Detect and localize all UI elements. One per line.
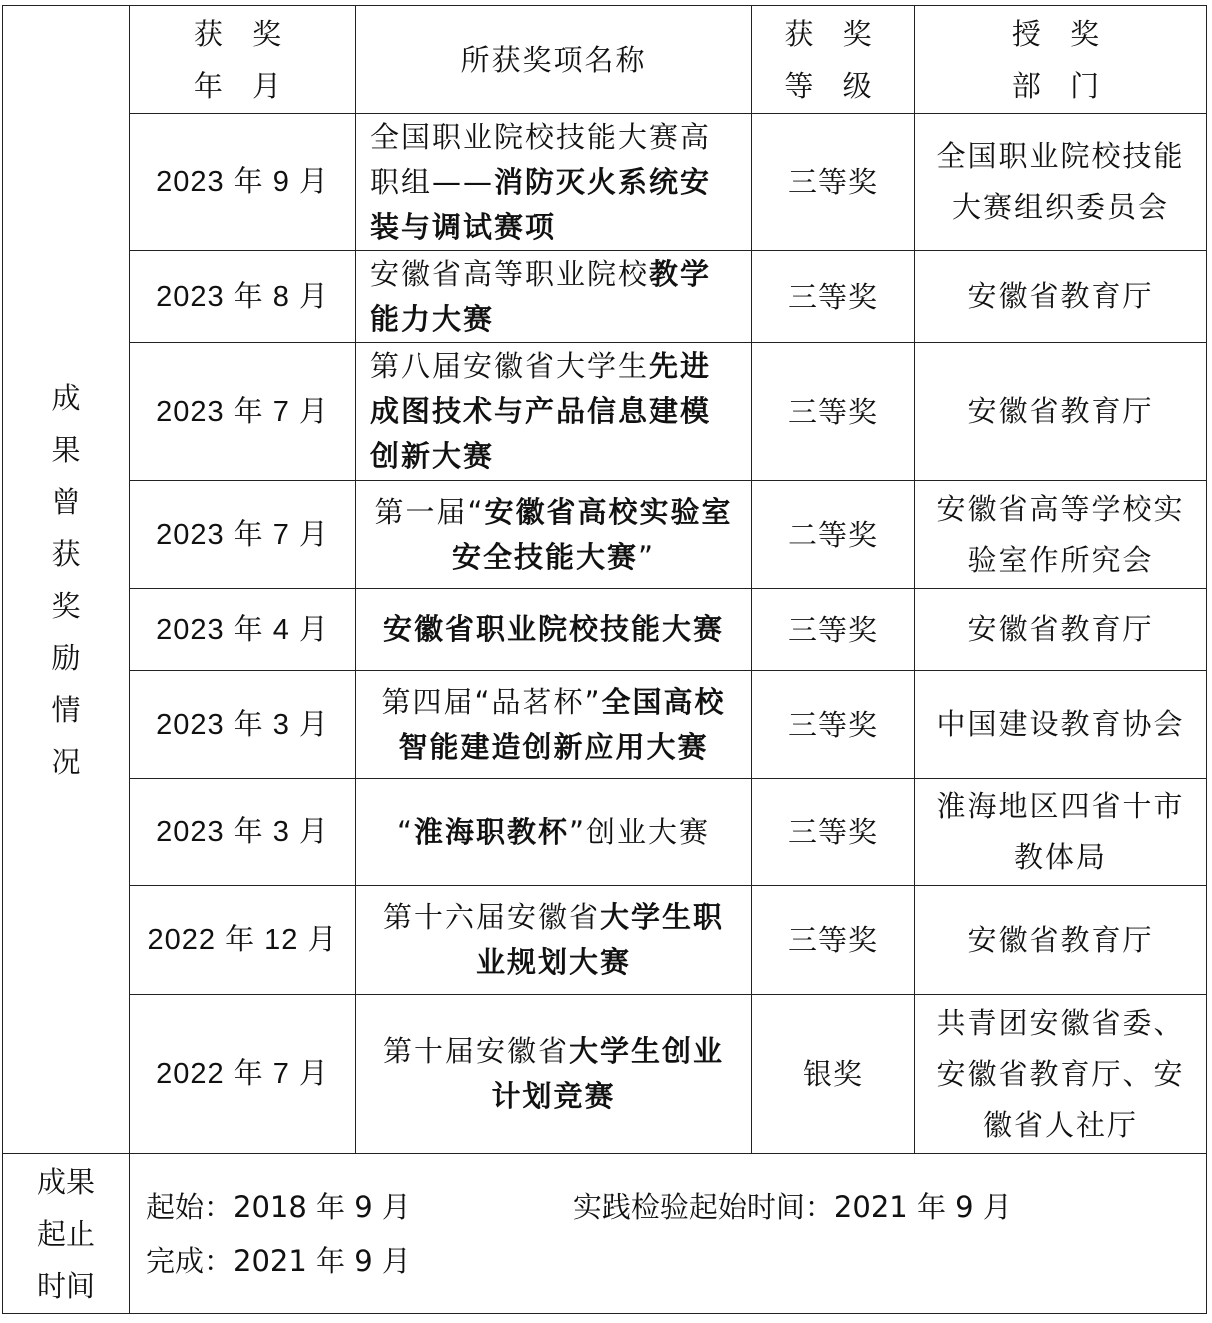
award-level: 三等奖 (752, 251, 915, 343)
period-label-text: 成果 起止 时间 (36, 1164, 95, 1303)
header-name (356, 6, 752, 114)
award-level: 三等奖 (752, 779, 915, 886)
header-dept-line2: 部 门 (1011, 68, 1110, 103)
award-name-bold: 全国高校智能建造创新应用大赛 (398, 684, 726, 764)
award-name (356, 251, 752, 343)
header-dept (915, 6, 1207, 114)
award-row (3, 779, 1207, 886)
award-name-bold: 淮海职教杯 (413, 814, 569, 849)
award-name (356, 481, 752, 589)
award-dept: 共青团安徽省委、安徽省教育厅、安徽省人社厅 (915, 995, 1207, 1154)
award-level: 三等奖 (752, 589, 915, 671)
header-date-line1: 获 奖 (193, 16, 292, 51)
award-name-bold: 大学生职业规划大赛 (475, 900, 725, 979)
award-name (356, 589, 752, 671)
award-name-plain: 第八届安徽省大学生 (370, 349, 650, 383)
period-practice: 实践检验起始时间：2021 年 9 月 (572, 1189, 1012, 1224)
award-name-plain: 第十届安徽省 (382, 1034, 569, 1068)
awards-table (2, 5, 1207, 1314)
period-start: 起始：2018 年 9 月 (146, 1189, 411, 1224)
award-date: 2023 年 7 月 (130, 343, 356, 481)
header-row (3, 6, 1207, 114)
award-name (356, 114, 752, 251)
period-line-1 (146, 1180, 1206, 1234)
award-level: 二等奖 (752, 481, 915, 589)
award-dept: 淮海地区四省十市教体局 (915, 779, 1207, 886)
award-name-bold: 消防灭火系统安装与调试赛项 (370, 164, 712, 244)
award-name-plain: 第一届“ (374, 494, 485, 529)
header-level-line1: 获 奖 (784, 16, 882, 51)
award-name (356, 343, 752, 481)
awards-side-label-text: 成 果 曾 获 奖 励 情 况 (51, 380, 81, 779)
header-level (752, 6, 915, 114)
award-dept: 安徽省教育厅 (915, 886, 1207, 995)
award-dept: 中国建设教育协会 (915, 671, 1207, 779)
award-date: 2023 年 3 月 (130, 671, 356, 779)
award-date: 2023 年 4 月 (130, 589, 356, 671)
award-name-plain: 全国职业院校技能大赛高职组—— (370, 119, 712, 199)
period-row (3, 1154, 1207, 1314)
header-name-text: 所获奖项名称 (460, 42, 647, 77)
award-row (3, 886, 1207, 995)
award-date: 2022 年 12 月 (130, 886, 356, 995)
award-date: 2023 年 9 月 (130, 114, 356, 251)
award-row (3, 251, 1207, 343)
award-name-tail: ”创业大赛 (569, 814, 711, 849)
award-level: 三等奖 (752, 671, 915, 779)
period-cell (130, 1154, 1207, 1314)
award-name-bold: 先进成图技术与产品信息建模创新大赛 (370, 349, 712, 473)
award-name (356, 779, 752, 886)
award-dept: 安徽省高等学校实验室作所究会 (915, 481, 1207, 589)
award-name (356, 886, 752, 995)
award-dept: 安徽省教育厅 (915, 343, 1207, 481)
award-level: 三等奖 (752, 343, 915, 481)
award-level: 三等奖 (752, 886, 915, 995)
award-name-bold: 安徽省职业院校技能大赛 (382, 612, 724, 646)
header-date (130, 6, 356, 114)
award-dept: 安徽省教育厅 (915, 251, 1207, 343)
award-row (3, 589, 1207, 671)
award-row (3, 343, 1207, 481)
award-name-plain: 第十六届安徽省 (382, 900, 600, 934)
awards-side-label (3, 6, 130, 1154)
award-name-bold: 教学能力大赛 (370, 256, 712, 336)
award-dept: 安徽省教育厅 (915, 589, 1207, 671)
award-name-tail: ” (637, 539, 656, 574)
award-name (356, 671, 752, 779)
award-dept: 全国职业院校技能大赛组织委员会 (915, 114, 1207, 251)
header-dept-line1: 授 奖 (1011, 16, 1110, 51)
award-row (3, 671, 1207, 779)
period-line-2 (146, 1234, 1206, 1288)
award-name (356, 995, 752, 1154)
award-name-bold: 安徽省高校实验室安全技能大赛 (451, 494, 733, 574)
award-name-plain: “ (396, 814, 414, 849)
period-label (3, 1154, 130, 1314)
award-name-plain: 第四届“品茗杯” (381, 684, 602, 719)
header-date-line2: 年 月 (193, 68, 292, 103)
award-name-bold: 大学生创业计划竞赛 (491, 1034, 725, 1113)
period-end: 完成：2021 年 9 月 (146, 1243, 411, 1278)
award-row (3, 995, 1207, 1154)
award-level: 三等奖 (752, 114, 915, 251)
award-date: 2023 年 7 月 (130, 481, 356, 589)
award-date: 2022 年 7 月 (130, 995, 356, 1154)
award-level: 银奖 (752, 995, 915, 1154)
award-row (3, 114, 1207, 251)
award-name-plain: 安徽省高等职业院校 (370, 256, 650, 291)
award-date: 2023 年 8 月 (130, 251, 356, 343)
award-date: 2023 年 3 月 (130, 779, 356, 886)
award-row (3, 481, 1207, 589)
header-level-line2: 等 级 (784, 68, 882, 103)
